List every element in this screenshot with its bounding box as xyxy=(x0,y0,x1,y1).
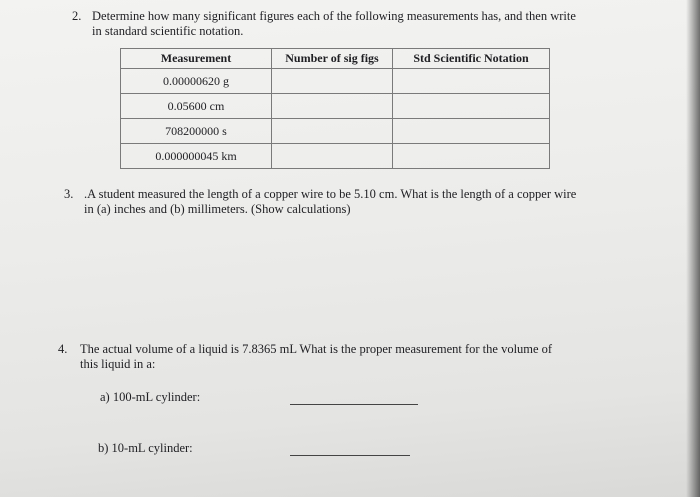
sig-figs-cell[interactable] xyxy=(272,144,393,169)
sci-notation-cell[interactable] xyxy=(393,69,550,94)
question-4-number: 4. xyxy=(58,342,68,356)
table-header-row xyxy=(121,49,550,69)
table-row xyxy=(121,94,550,119)
question-3-text xyxy=(84,187,576,217)
page-shadow-edge xyxy=(686,0,700,497)
header-scientific-notation: Std Scientific Notation xyxy=(393,49,550,69)
sci-notation-cell[interactable] xyxy=(393,144,550,169)
header-measurement: Measurement xyxy=(121,49,272,69)
question-3-line-2: in (a) inches and (b) millimeters. (Show calculations) xyxy=(84,202,351,216)
question-4-line-2: this liquid in a: xyxy=(80,357,156,371)
question-4-part-b-label: b) 10-mL cylinder: xyxy=(98,441,193,455)
table-row xyxy=(121,119,550,144)
question-2-line-1: Determine how many significant figures each of the following measurements has, and then write xyxy=(92,9,576,23)
question-2-line-2: in standard scientific notation. xyxy=(92,24,244,38)
sci-notation-cell[interactable] xyxy=(393,119,550,144)
question-4-text xyxy=(80,342,552,372)
table-row xyxy=(121,69,550,94)
sci-notation-cell[interactable] xyxy=(393,94,550,119)
measurement-cell: 708200000 s xyxy=(121,119,272,144)
answer-blank-b[interactable] xyxy=(290,455,410,456)
answer-blank-a[interactable] xyxy=(290,404,418,405)
question-2-number: 2. xyxy=(72,9,82,23)
question-4-part-a-label: a) 100-mL cylinder: xyxy=(100,390,201,404)
question-3-line-1: .A student measured the length of a copper wire to be 5.10 cm. What is the length of a copper wire xyxy=(84,187,577,201)
sig-figs-cell[interactable] xyxy=(272,94,393,119)
measurement-cell: 0.00000620 g xyxy=(121,69,272,94)
question-3-number: 3. xyxy=(64,187,74,201)
measurement-cell: 0.05600 cm xyxy=(121,94,272,119)
sig-figs-cell[interactable] xyxy=(272,119,393,144)
sig-figs-table xyxy=(120,48,550,169)
header-sig-figs: Number of sig figs xyxy=(272,49,393,69)
table-row xyxy=(121,144,550,169)
question-2-text xyxy=(92,9,576,39)
measurement-cell: 0.000000045 km xyxy=(121,144,272,169)
sig-figs-cell[interactable] xyxy=(272,69,393,94)
question-4-line-1: The actual volume of a liquid is 7.8365 mL What is the proper measurement for the volume of xyxy=(80,342,553,356)
